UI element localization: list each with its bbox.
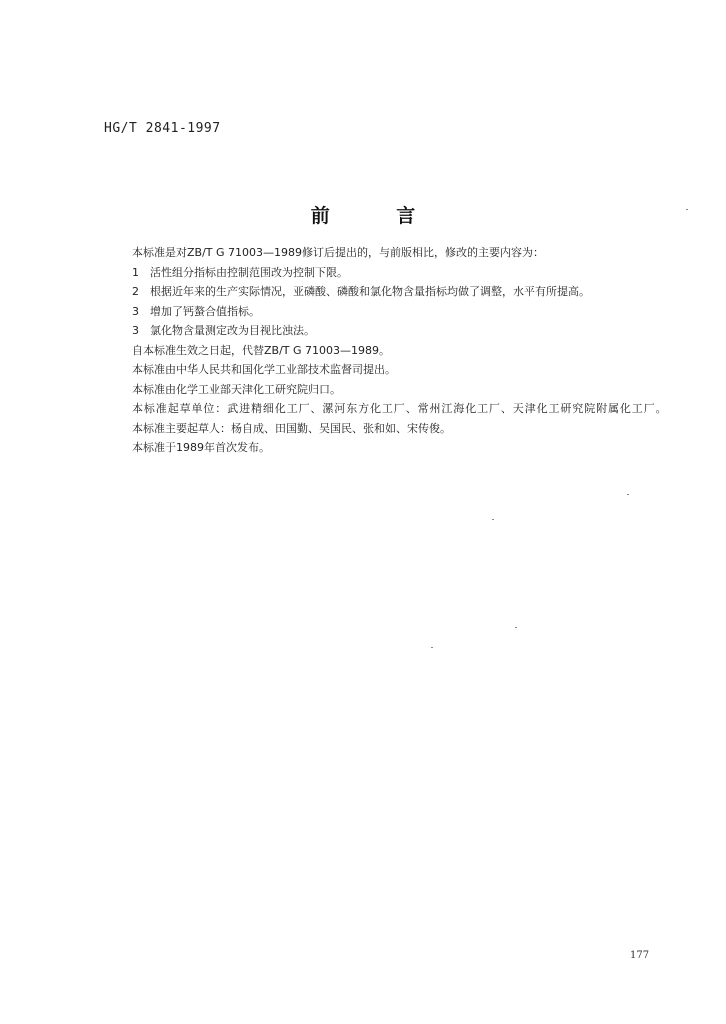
paragraph-administrator: 本标准由化学工业部天津化工研究院归口。	[132, 382, 341, 396]
page-number: 177	[630, 950, 650, 961]
scan-speck	[492, 519, 494, 520]
paragraph-intro: 本标准是对ZB/T G 71003—1989修订后提出的，与前版相比，修改的主要内容为：	[132, 246, 545, 259]
list-item-2: 2 根据近年来的生产实际情况，亚磷酸、磷酸和氯化物含量指标均做了调整，水平有所提高。	[132, 285, 590, 298]
paragraph-drafting-units: 本标准起草单位：武进精细化工厂、漯河东方化工厂、常州江海化工厂、天津化工研究院附属化工厂。	[132, 402, 668, 415]
list-item-3: 3 增加了钙螯合值指标。	[132, 304, 260, 318]
paragraph-replacement: 自本标准生效之日起，代替ZB/T G 71003—1989。	[132, 343, 391, 357]
paragraph-drafters: 本标准主要起草人：杨自成、田国勤、吴国民、张和如、宋传俊。	[132, 421, 451, 435]
list-item-4: 3 氯化物含量测定改为目视比浊法。	[132, 324, 315, 337]
paragraph-first-issue: 本标准于1989年首次发布。	[132, 441, 270, 454]
paragraph-proposer: 本标准由中华人民共和国化学工业部技术监督司提出。	[132, 363, 396, 376]
page-title: 前 言	[310, 205, 446, 227]
scan-speck	[431, 647, 433, 648]
scan-speck	[515, 627, 517, 628]
foreword-body	[108, 243, 668, 458]
standard-code: HG/T 2841-1997	[104, 121, 221, 136]
scan-speck	[686, 209, 688, 210]
list-item-1: 1 活性组分指标由控制范围改为控制下限。	[132, 265, 348, 279]
scan-speck	[627, 494, 629, 495]
